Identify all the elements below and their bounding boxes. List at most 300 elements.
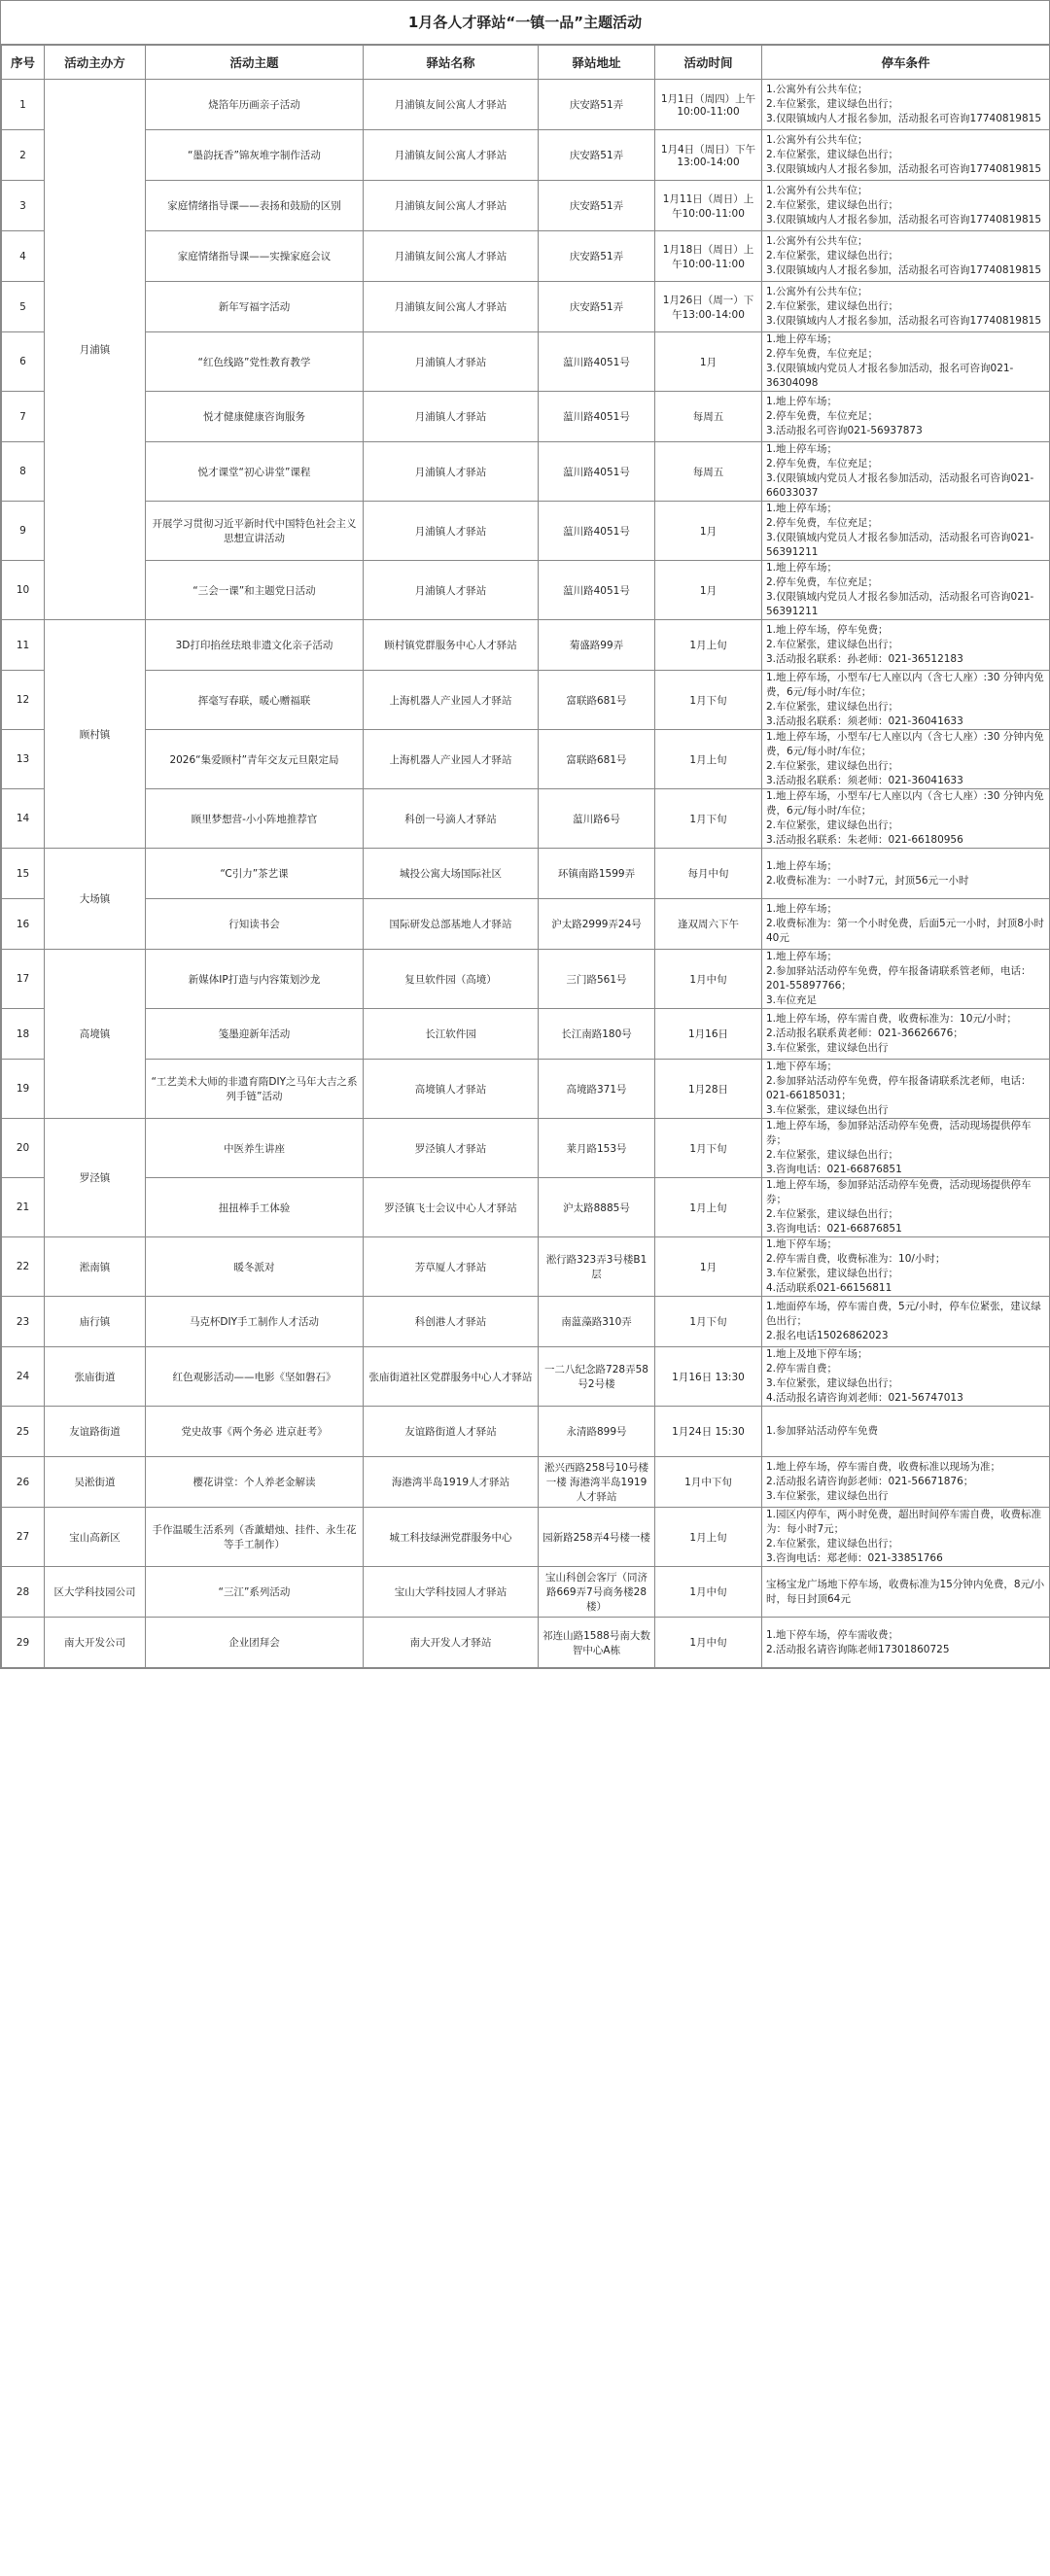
activity-theme: 家庭情绪指导课——实操家庭会议	[146, 231, 364, 282]
organizer-cell: 吴淞街道	[45, 1457, 146, 1508]
station-address: 淞兴西路258号10号楼一楼 海港湾半岛1919人才驿站	[539, 1457, 655, 1508]
activity-time: 每周五	[655, 442, 762, 502]
table-row	[2, 1178, 1050, 1237]
parking-line: 3.仅限镇域内人才报名参加，活动报名可咨询17740819815	[766, 163, 1042, 175]
activity-theme: 红色观影活动——电影《坚如磐石》	[146, 1347, 364, 1407]
parking-conditions	[762, 80, 1050, 130]
organizer-cell: 月浦镇	[45, 80, 146, 620]
parking-line: 2.车位紧张，建议绿色出行；	[766, 760, 899, 772]
parking-line: 1.地下停车场，停车需收费；	[766, 1628, 899, 1641]
parking-line: 2.停车免费，车位充足；	[766, 410, 879, 422]
parking-line: 2.活动报名请咨询陈老师17301860725	[766, 1643, 950, 1655]
station-address: 富联路681号	[539, 671, 655, 730]
parking-line: 2.车位紧张，建议绿色出行；	[766, 199, 899, 211]
parking-conditions	[762, 1119, 1050, 1178]
parking-line: 3.活动报名联系：须老师：021-36041633	[766, 775, 963, 786]
table-row	[2, 181, 1050, 231]
activity-time: 1月中旬	[655, 950, 762, 1009]
parking-line: 1.地上停车场，停车需自费，收费标准为：10元/小时；	[766, 1013, 1017, 1025]
parking-line: 3.仅限镇域内人才报名参加，活动报名可咨询17740819815	[766, 214, 1042, 226]
parking-line: 1.地上停车场；	[766, 859, 838, 872]
table-row	[2, 1119, 1050, 1178]
row-no: 9	[2, 502, 45, 561]
parking-line: 2.车位紧张，建议绿色出行；	[766, 300, 899, 312]
parking-line: 2.活动报名联系黄老师：021-36626676；	[766, 1027, 963, 1039]
parking-line: 1.地上停车场，小型车/七人座以内（含七人座）:30 分钟内免费，6元/每小时/车位；	[766, 790, 1044, 817]
row-no: 22	[2, 1237, 45, 1297]
row-no: 3	[2, 181, 45, 231]
activity-time: 逢双周六下午	[655, 899, 762, 950]
row-no: 14	[2, 789, 45, 849]
parking-line: 3.仅限镇域内党员人才报名参加活动，报名可咨询021-36304098	[766, 363, 1014, 389]
parking-line: 1.园区内停车，两小时免费，超出时间停车需自费，收费标准为：每小时7元；	[766, 1509, 1042, 1535]
table-row	[2, 1567, 1050, 1618]
parking-line: 3.活动报名可咨询021-56937873	[766, 425, 923, 436]
parking-line: 宝杨宝龙广场地下停车场，收费标准为15分钟内免费，8元/小时，每日封顶64元	[766, 1578, 1045, 1605]
parking-line: 3.活动报名联系：孙老师：021-36512183	[766, 653, 963, 665]
parking-conditions	[762, 392, 1050, 442]
parking-conditions	[762, 561, 1050, 620]
station-name: 张庙街道社区党群服务中心人才驿站	[364, 1347, 539, 1407]
organizer-cell: 庙行镇	[45, 1297, 146, 1347]
parking-conditions	[762, 1347, 1050, 1407]
row-no: 1	[2, 80, 45, 130]
parking-line: 1.地上停车场；	[766, 951, 838, 962]
organizer-cell: 张庙街道	[45, 1347, 146, 1407]
activity-time: 1月中旬	[655, 1618, 762, 1668]
parking-line: 3.仅限镇域内人才报名参加，活动报名可咨询17740819815	[766, 315, 1042, 327]
activity-time: 1月上旬	[655, 1508, 762, 1567]
parking-line: 1.地上停车场；	[766, 333, 838, 345]
row-no: 29	[2, 1618, 45, 1668]
parking-line: 2.车位紧张，建议绿色出行；	[766, 98, 899, 110]
organizer-cell: 罗泾镇	[45, 1119, 146, 1237]
parking-line: 3.仅限镇域内党员人才报名参加活动，活动报名可咨询021-66033037	[766, 472, 1034, 499]
parking-line: 1.公寓外有公共车位；	[766, 84, 868, 95]
table-row	[2, 282, 1050, 332]
row-no: 5	[2, 282, 45, 332]
table-row	[2, 1297, 1050, 1347]
activity-time: 1月24日 15:30	[655, 1407, 762, 1457]
organizer-cell: 顾村镇	[45, 620, 146, 849]
header-address: 驿站地址	[539, 46, 655, 80]
table-row	[2, 789, 1050, 849]
table-row	[2, 130, 1050, 181]
parking-line: 2.收费标准为：第一个小时免费，后面5元一小时，封顶8小时40元	[766, 918, 1044, 944]
station-name: 顾村镇党群服务中心人才驿站	[364, 620, 539, 671]
row-no: 23	[2, 1297, 45, 1347]
station-name: 科创港人才驿站	[364, 1297, 539, 1347]
station-name: 长江软件园	[364, 1009, 539, 1060]
parking-conditions	[762, 1508, 1050, 1567]
organizer-cell: 宝山高新区	[45, 1508, 146, 1567]
activity-time: 1月下旬	[655, 1119, 762, 1178]
parking-line: 3.仅限镇域内党员人才报名参加活动，活动报名可咨询021-56391211	[766, 532, 1034, 558]
row-no: 8	[2, 442, 45, 502]
activity-theme: “红色线路”党性教育教学	[146, 332, 364, 392]
row-no: 4	[2, 231, 45, 282]
parking-line: 3.车位充足	[766, 994, 818, 1006]
table-row	[2, 1618, 1050, 1668]
table-row	[2, 849, 1050, 899]
parking-line: 1.公寓外有公共车位；	[766, 286, 868, 297]
station-name: 芳草厦人才驿站	[364, 1237, 539, 1297]
organizer-cell: 高境镇	[45, 950, 146, 1119]
station-name: 海港湾半岛1919人才驿站	[364, 1457, 539, 1508]
table-row	[2, 950, 1050, 1009]
station-address: 环镇南路1599弄	[539, 849, 655, 899]
table-row	[2, 1237, 1050, 1297]
table-row	[2, 502, 1050, 561]
station-address: 高境路371号	[539, 1060, 655, 1119]
parking-line: 2.停车免费，车位充足；	[766, 348, 879, 360]
parking-line: 3.车位紧张，建议绿色出行；	[766, 1268, 899, 1279]
activity-theme: 3D打印掐丝珐琅非遗文化亲子活动	[146, 620, 364, 671]
activity-theme: 2026“集爱顾村”青年交友元旦限定局	[146, 730, 364, 789]
station-name: 罗泾镇飞士会议中心人才驿站	[364, 1178, 539, 1237]
table-row	[2, 1347, 1050, 1407]
activity-time: 1月下旬	[655, 671, 762, 730]
table-body	[2, 80, 1050, 1668]
station-address: 蕰川路4051号	[539, 442, 655, 502]
station-name: 罗泾镇人才驿站	[364, 1119, 539, 1178]
activity-time: 1月16日	[655, 1009, 762, 1060]
station-address: 园新路258弄4号楼一楼	[539, 1508, 655, 1567]
row-no: 12	[2, 671, 45, 730]
parking-line: 3.咨询电话：021-66876851	[766, 1164, 902, 1175]
activity-time: 1月1日（周四）上午10:00-11:00	[655, 80, 762, 130]
parking-line: 2.报名电话15026862023	[766, 1330, 889, 1341]
station-address: 一二八纪念路728弄58号2号楼	[539, 1347, 655, 1407]
station-name: 友谊路街道人才驿站	[364, 1407, 539, 1457]
parking-line: 3.仅限镇域内党员人才报名参加活动，活动报名可咨询021-56391211	[766, 591, 1034, 617]
parking-conditions	[762, 1009, 1050, 1060]
parking-line: 2.参加驿站活动停车免费，停车报备请联系沈老师，电话：021-66185031；	[766, 1075, 1032, 1101]
station-name: 宝山大学科技园人才驿站	[364, 1567, 539, 1618]
parking-line: 4.活动联系021-66156811	[766, 1282, 892, 1294]
header-organizer: 活动主办方	[45, 46, 146, 80]
table-row	[2, 899, 1050, 950]
header-parking: 停车条件	[762, 46, 1050, 80]
parking-conditions	[762, 231, 1050, 282]
parking-line: 1.地上停车场；	[766, 443, 838, 455]
station-name: 城投公寓大场国际社区	[364, 849, 539, 899]
row-no: 28	[2, 1567, 45, 1618]
table-row	[2, 1009, 1050, 1060]
organizer-cell: 南大开发公司	[45, 1618, 146, 1668]
activity-time: 1月11日（周日）上午10:00-11:00	[655, 181, 762, 231]
parking-line: 2.车位紧张，建议绿色出行；	[766, 149, 899, 160]
activity-time: 1月4日（周日）下午13:00-14:00	[655, 130, 762, 181]
station-address: 蕰川路4051号	[539, 561, 655, 620]
parking-line: 2.停车需自费，收费标准为：10/小时；	[766, 1253, 946, 1265]
station-address: 蕰川路6号	[539, 789, 655, 849]
parking-line: 1.地上停车场；	[766, 503, 838, 514]
station-address: 庆安路51弄	[539, 130, 655, 181]
activity-theme: 挥毫写春联，暖心赠福联	[146, 671, 364, 730]
parking-line: 2.停车需自费；	[766, 1363, 838, 1375]
activity-theme: 中医养生讲座	[146, 1119, 364, 1178]
station-name: 月浦镇人才驿站	[364, 392, 539, 442]
activity-theme: 烧箔年历画亲子活动	[146, 80, 364, 130]
row-no: 18	[2, 1009, 45, 1060]
activity-time: 每月中旬	[655, 849, 762, 899]
table-row	[2, 332, 1050, 392]
parking-line: 4.活动报名请咨询刘老师：021-56747013	[766, 1392, 963, 1404]
row-no: 27	[2, 1508, 45, 1567]
row-no: 20	[2, 1119, 45, 1178]
parking-conditions	[762, 1567, 1050, 1618]
parking-line: 2.停车免费，车位充足；	[766, 517, 879, 529]
parking-line: 2.停车免费，车位充足；	[766, 576, 879, 588]
activity-theme: “三江”系列活动	[146, 1567, 364, 1618]
parking-line: 3.车位紧张，建议绿色出行	[766, 1104, 889, 1116]
station-address: 宝山科创会客厅（同济路669弄7号商务楼28楼）	[539, 1567, 655, 1618]
station-address: 南蕰藻路310弄	[539, 1297, 655, 1347]
station-name: 月浦镇友间公寓人才驿站	[364, 181, 539, 231]
activity-time: 1月上旬	[655, 620, 762, 671]
row-no: 25	[2, 1407, 45, 1457]
station-address: 沪太路2999弄24号	[539, 899, 655, 950]
parking-line: 3.活动报名联系：须老师：021-36041633	[766, 715, 963, 727]
organizer-cell: 友谊路街道	[45, 1407, 146, 1457]
table-row	[2, 730, 1050, 789]
parking-line: 1.参加驿站活动停车免费	[766, 1425, 879, 1437]
station-address: 永清路899号	[539, 1407, 655, 1457]
table-row	[2, 671, 1050, 730]
parking-conditions	[762, 950, 1050, 1009]
row-no: 26	[2, 1457, 45, 1508]
activity-theme: 家庭情绪指导课——表扬和鼓励的区别	[146, 181, 364, 231]
parking-line: 1.地上停车场，参加驿站活动停车免费，活动现场提供停车券；	[766, 1120, 1032, 1146]
station-address: 庆安路51弄	[539, 80, 655, 130]
table-row	[2, 442, 1050, 502]
parking-line: 1.公寓外有公共车位；	[766, 235, 868, 247]
activity-time: 1月上旬	[655, 730, 762, 789]
table-row	[2, 392, 1050, 442]
parking-line: 3.咨询电话：郑老师：021-33851766	[766, 1552, 943, 1564]
organizer-cell: 大场镇	[45, 849, 146, 950]
row-no: 19	[2, 1060, 45, 1119]
station-name: 复旦软件园（高境）	[364, 950, 539, 1009]
parking-line: 3.车位紧张，建议绿色出行；	[766, 1377, 899, 1389]
activity-time: 1月中下旬	[655, 1457, 762, 1508]
activity-table	[1, 45, 1050, 1668]
activity-theme: 悦才健康健康咨询服务	[146, 392, 364, 442]
activity-time: 1月中旬	[655, 1567, 762, 1618]
station-address: 富联路681号	[539, 730, 655, 789]
parking-line: 2.停车免费，车位充足；	[766, 458, 879, 470]
activity-theme: “墨韵抚香”锦灰堆字制作活动	[146, 130, 364, 181]
row-no: 13	[2, 730, 45, 789]
activity-theme: 开展学习贯彻习近平新时代中国特色社会主义思想宣讲活动	[146, 502, 364, 561]
activity-time: 1月	[655, 561, 762, 620]
activity-time: 1月16日 13:30	[655, 1347, 762, 1407]
parking-line: 3.活动报名联系：朱老师：021-66180956	[766, 834, 963, 846]
parking-line: 1.地下停车场；	[766, 1061, 838, 1072]
station-address: 莱月路153号	[539, 1119, 655, 1178]
parking-conditions	[762, 442, 1050, 502]
activity-time: 1月28日	[655, 1060, 762, 1119]
parking-line: 3.仅限镇域内人才报名参加，活动报名可咨询17740819815	[766, 264, 1042, 276]
parking-conditions	[762, 1237, 1050, 1297]
parking-conditions	[762, 899, 1050, 950]
station-name: 国际研发总部基地人才驿站	[364, 899, 539, 950]
parking-line: 2.活动报名请咨询彭老师：021-56671876；	[766, 1476, 974, 1487]
station-name: 科创一号滴人才驿站	[364, 789, 539, 849]
parking-conditions	[762, 620, 1050, 671]
activity-theme: 悦才课堂“初心讲堂”课程	[146, 442, 364, 502]
table-header-row	[2, 46, 1050, 80]
table-row	[2, 1457, 1050, 1508]
parking-line: 1.地上停车场；	[766, 396, 838, 407]
parking-line: 1.地上停车场；	[766, 562, 838, 574]
station-address: 沪太路8885号	[539, 1178, 655, 1237]
activity-theme: “三会一课”和主题党日活动	[146, 561, 364, 620]
activity-time: 1月上旬	[655, 1178, 762, 1237]
parking-line: 1.地上停车场，小型车/七人座以内（含七人座）:30 分钟内免费，6元/每小时/车位；	[766, 731, 1044, 757]
sheet-title: 1月各人才驿站“一镇一品”主题活动	[1, 1, 1049, 45]
parking-line: 1.地上停车场，参加驿站活动停车免费，活动现场提供停车券；	[766, 1179, 1032, 1205]
station-name: 月浦镇友间公寓人才驿站	[364, 282, 539, 332]
table-row	[2, 620, 1050, 671]
row-no: 17	[2, 950, 45, 1009]
parking-conditions	[762, 1297, 1050, 1347]
row-no: 11	[2, 620, 45, 671]
parking-line: 1.公寓外有公共车位；	[766, 185, 868, 196]
table-row	[2, 561, 1050, 620]
activity-time: 1月下旬	[655, 1297, 762, 1347]
activity-time: 1月下旬	[655, 789, 762, 849]
activity-time: 1月	[655, 332, 762, 392]
organizer-cell: 区大学科技园公司	[45, 1567, 146, 1618]
parking-line: 3.咨询电话：021-66876851	[766, 1223, 902, 1235]
parking-line: 2.收费标准为：一小时7元，封顶56元一小时	[766, 874, 969, 887]
activity-theme: 新媒体IP打造与内容策划沙龙	[146, 950, 364, 1009]
row-no: 15	[2, 849, 45, 899]
table-row	[2, 231, 1050, 282]
parking-conditions	[762, 282, 1050, 332]
parking-conditions	[762, 1457, 1050, 1508]
parking-conditions	[762, 502, 1050, 561]
station-name: 月浦镇人才驿站	[364, 332, 539, 392]
parking-conditions	[762, 181, 1050, 231]
parking-line: 3.车位紧张，建议绿色出行	[766, 1042, 889, 1054]
row-no: 16	[2, 899, 45, 950]
activity-theme: “C引力”茶艺课	[146, 849, 364, 899]
table-row	[2, 80, 1050, 130]
station-name: 月浦镇友间公寓人才驿站	[364, 80, 539, 130]
activity-theme: 顾里梦想营-小小阵地推荐官	[146, 789, 364, 849]
parking-conditions	[762, 789, 1050, 849]
station-name: 南大开发人才驿站	[364, 1618, 539, 1668]
activity-theme: 马克杯DIY手工制作人才活动	[146, 1297, 364, 1347]
activity-theme: 暖冬派对	[146, 1237, 364, 1297]
parking-line: 2.参加驿站活动停车免费，停车报备请联系管老师，电话：201-55897766；	[766, 965, 1032, 992]
station-address: 长江南路180号	[539, 1009, 655, 1060]
activity-time: 每周五	[655, 392, 762, 442]
table-row	[2, 1508, 1050, 1567]
parking-line: 1.地下停车场；	[766, 1238, 838, 1250]
station-address: 庆安路51弄	[539, 282, 655, 332]
activity-theme: 扭扭棒手工体验	[146, 1178, 364, 1237]
activity-theme: 行知读书会	[146, 899, 364, 950]
parking-line: 1.地上停车场，小型车/七人座以内（含七人座）:30 分钟内免费，6元/每小时/车位；	[766, 672, 1044, 698]
activity-theme: 党史故事《两个务必 进京赶考》	[146, 1407, 364, 1457]
organizer-cell: 淞南镇	[45, 1237, 146, 1297]
station-name: 上海机器人产业园人才驿站	[364, 671, 539, 730]
station-name: 月浦镇友间公寓人才驿站	[364, 231, 539, 282]
parking-line: 2.车位紧张，建议绿色出行；	[766, 250, 899, 261]
activity-time: 1月	[655, 502, 762, 561]
parking-line: 2.车位紧张，建议绿色出行；	[766, 639, 899, 650]
station-address: 蕰川路4051号	[539, 332, 655, 392]
parking-conditions	[762, 1618, 1050, 1668]
activity-theme: 笺墨迎新年活动	[146, 1009, 364, 1060]
station-address: 三门路561号	[539, 950, 655, 1009]
station-name: 月浦镇人才驿站	[364, 502, 539, 561]
station-name: 高境镇人才驿站	[364, 1060, 539, 1119]
row-no: 24	[2, 1347, 45, 1407]
header-theme: 活动主题	[146, 46, 364, 80]
header-no: 序号	[2, 46, 45, 80]
row-no: 2	[2, 130, 45, 181]
parking-conditions	[762, 332, 1050, 392]
station-address: 蕰川路4051号	[539, 392, 655, 442]
activity-time: 1月26日（周一）下午13:00-14:00	[655, 282, 762, 332]
parking-line: 2.车位紧张，建议绿色出行；	[766, 1149, 899, 1161]
activity-theme: 新年写福字活动	[146, 282, 364, 332]
parking-line: 1.地上停车场；	[766, 903, 838, 915]
parking-conditions	[762, 130, 1050, 181]
table-row	[2, 1407, 1050, 1457]
parking-line: 2.车位紧张，建议绿色出行；	[766, 701, 899, 713]
parking-line: 3.仅限镇域内人才报名参加，活动报名可咨询17740819815	[766, 113, 1042, 124]
station-address: 庆安路51弄	[539, 181, 655, 231]
station-address: 菊盛路99弄	[539, 620, 655, 671]
row-no: 21	[2, 1178, 45, 1237]
parking-conditions	[762, 849, 1050, 899]
parking-line: 2.车位紧张，建议绿色出行；	[766, 1208, 899, 1220]
row-no: 6	[2, 332, 45, 392]
row-no: 10	[2, 561, 45, 620]
station-address: 蕰川路4051号	[539, 502, 655, 561]
parking-line: 1.地上停车场，停车需自费，收费标准以现场为准；	[766, 1461, 1001, 1473]
station-name: 月浦镇友间公寓人才驿站	[364, 130, 539, 181]
activity-theme: 手作温暖生活系列（香薰蜡烛、挂件、永生花等手工制作）	[146, 1508, 364, 1567]
activity-theme: 企业团拜会	[146, 1618, 364, 1668]
station-address: 庆安路51弄	[539, 231, 655, 282]
parking-conditions	[762, 1407, 1050, 1457]
parking-line: 1.公寓外有公共车位；	[766, 134, 868, 146]
parking-line: 2.车位紧张，建议绿色出行；	[766, 819, 899, 831]
parking-line: 3.车位紧张，建议绿色出行	[766, 1490, 889, 1502]
parking-conditions	[762, 1178, 1050, 1237]
activity-time: 1月18日（周日）上午10:00-11:00	[655, 231, 762, 282]
station-name: 城工科技绿洲党群服务中心	[364, 1508, 539, 1567]
parking-line: 1.地上停车场，停车免费；	[766, 624, 889, 636]
activity-theme: 樱花讲堂：个人养老金解读	[146, 1457, 364, 1508]
parking-conditions	[762, 671, 1050, 730]
header-time: 活动时间	[655, 46, 762, 80]
parking-line: 2.车位紧张，建议绿色出行；	[766, 1538, 899, 1549]
parking-conditions	[762, 730, 1050, 789]
station-name: 月浦镇人才驿站	[364, 561, 539, 620]
activity-time: 1月	[655, 1237, 762, 1297]
parking-conditions	[762, 1060, 1050, 1119]
station-address: 淞行路323弄3号楼B1层	[539, 1237, 655, 1297]
station-name: 上海机器人产业园人才驿站	[364, 730, 539, 789]
